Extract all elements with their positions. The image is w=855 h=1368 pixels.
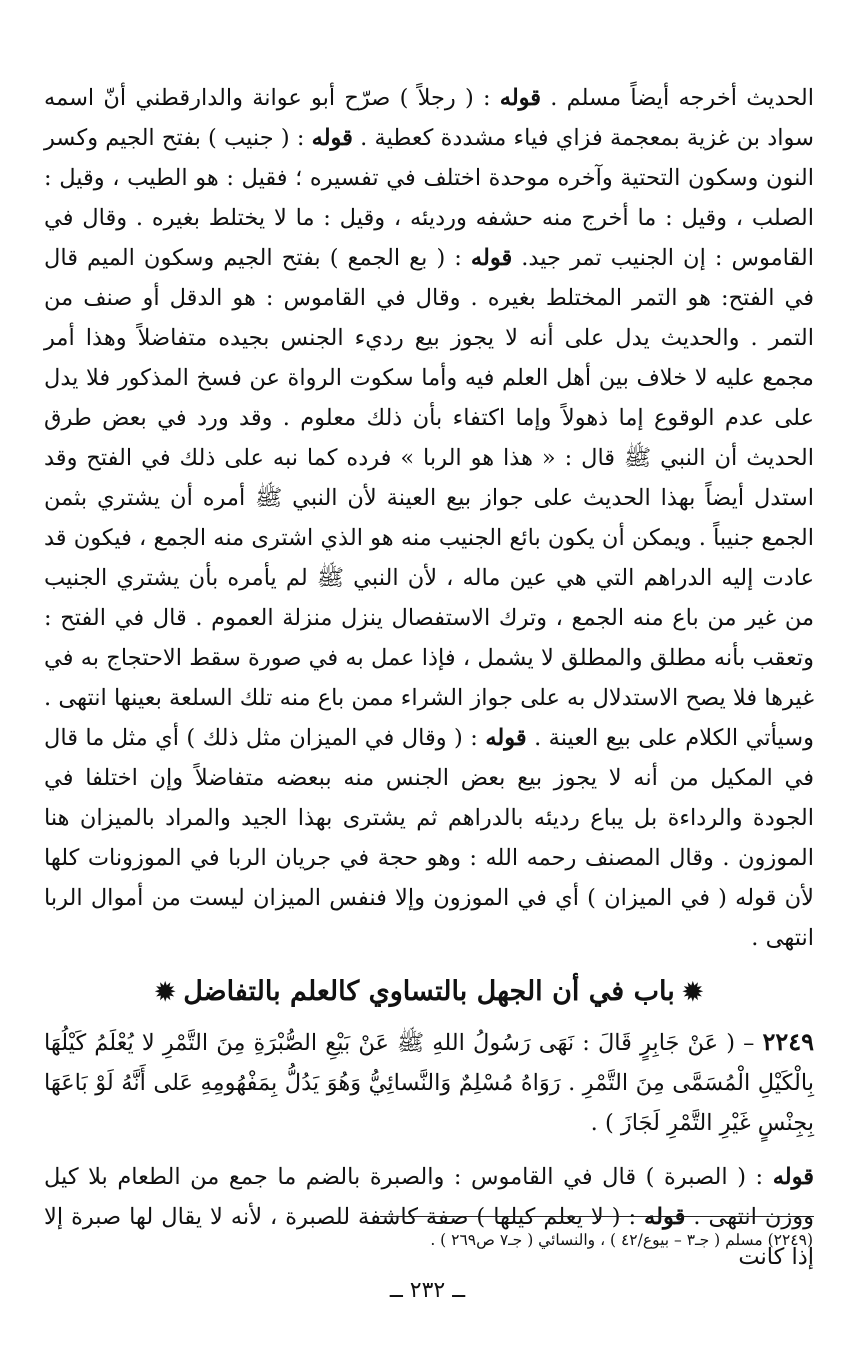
commentary-text: : ( وقال في الميزان مثل ذلك ) أي مثل ما قال في المكيل من أنه لا يجوز بيع بعض الجنس منه ببعضه متفاضلاً وإن اختلفا في الجودة والرداءة بل يباع رديئه بالدراهم ثم يشترى بهذا الجيد والمراد بالميزان هنا الموزون . وقال المصنف رحمه الله : وهو حجة في جريان الربا في الموزونات كلها لأن قوله ( في الميزان ) أي في الموزون وإلا فنفس الميزان ليست من أموال الربا انتهى . xyxy=(44,725,814,951)
hadith-number: ٢٢٤٩ xyxy=(762,1027,814,1056)
hadith-text: – ( عَنْ جَابِرٍ قَالَ : نَهَى رَسُولُ اللهِ ﷺ عَنْ بَيْعِ الصُّبْرَةِ مِنَ التَّمْرِ لا يُعْلَمُ كَيْلُهَا بِالْكَيْلِ الْمُسَمَّى مِنَ التَّمْرِ . رَوَاهُ مُسْلِمٌ وَالنَّسائِيُّ وَهُوَ يَدُلُّ بِمَفْهُومِهِ عَلى أَنَّهُ لَوْ بَاعَهَا بِجِنْسٍ غَيْرِ التَّمْرِ لَجَازَ ) . xyxy=(44,1030,814,1136)
page-number: ــ ٢٣٢ ــ xyxy=(389,1278,466,1303)
qawluhu-keyword: قوله xyxy=(311,125,353,151)
commentary-text: : ( جنيب ) بفتح الجيم وكسر النون وسكون التحتية وآخره موحدة اختلف في تفسيره ؛ فقيل : هو الطيب ، وقيل : الصلب ، وقيل : ما أخرج منه حشفه ورديئه ، وقيل : ما لا يختلط بغيره . وقال في القاموس : إن الجنيب تمر جيد. xyxy=(44,125,814,271)
hadith-paragraph xyxy=(44,1022,814,1143)
commentary-text: : ( الصبرة ) قال في القاموس : والصبرة بالضم ما جمع من الطعام بلا كيل ووزن انتهى . xyxy=(44,1164,815,1230)
qawluhu-keyword: قوله xyxy=(644,1204,686,1230)
chapter-title: باب في أن الجهل بالتساوي كالعلم بالتفاضل xyxy=(183,976,675,1007)
chapter-heading xyxy=(44,970,814,1014)
qawluhu-keyword: قوله xyxy=(485,725,527,751)
commentary-text: : ( رجلاً ) صرّح أبو عوانة والدارقطني أنّ اسمه سواد بن غزية بمعجمة فزاي فياء مشددة كعطية . xyxy=(44,85,814,151)
commentary-text: : ( بع الجمع ) بفتح الجيم وسكون الميم قال في الفتح: هو التمر المختلط بغيره . وقال في القاموس : هو الدقل أو صنف من التمر . والحديث يدل على أنه لا يجوز بيع رديء الجنس بجيده متفاضلاً وهذا أمر مجمع عليه لا خلاف بين أهل العلم فيه وأما سكوت الرواة عن فسخ المذكور فلا يدل على عدم الوقوع إما ذهولاً وإما اكتفاء بأن ذلك معلوم . وقد ورد في بعض طرق الحديث أن النبي ﷺ قال : « هذا هو الربا » فرده كما نبه على ذلك في الفتح وقد استدل أيضاً بهذا الحديث على جواز بيع العينة لأن النبي ﷺ أمره أن يشتري بثمن الجمع جنيباً . ويمكن أن يكون بائع الجنيب منه هو الذي اشترى منه الجمع ، فيكون قد عادت إليه الدراهم التي هي عين ماله ، لأن النبي ﷺ لم يأمره بأن يشتري الجنيب من غير من باع منه الجمع ، وترك الاستفصال ينزل منزلة العموم . قال في الفتح : وتعقب بأنه مطلق والمطلق لا يشمل ، فإذا عمل به في صورة سقط الاحتجاج به في غيرها فلا يصح الاستدلال به على جواز الشراء ممن باع منه تلك السلعة بعينها انتهى . وسيأتي الكلام على بيع العينة . xyxy=(44,245,815,751)
star-ornament-icon: ✹ xyxy=(682,977,703,1006)
qawluhu-keyword: قوله xyxy=(470,245,513,271)
footnote-divider xyxy=(380,1216,814,1217)
star-ornament-icon: ✹ xyxy=(155,977,176,1006)
qawluhu-keyword: قوله xyxy=(499,85,542,111)
footnote: (٢٢٤٩) مسلم ( جـ٣ – بيوع/٤٢ ) ، والنسائي ( جـ٧ ص٢٦٩ ) . xyxy=(430,1231,813,1249)
commentary-text: الحديث أخرجه أيضاً مسلم . xyxy=(541,85,814,111)
commentary-paragraph xyxy=(44,1157,814,1277)
qawluhu-keyword: قوله xyxy=(772,1164,814,1190)
commentary-paragraph xyxy=(44,78,814,958)
page-body xyxy=(44,78,814,1277)
commentary-text: : ( لا يعلم كيلها ) صفة كاشفة للصبرة ، لأنه لا يقال لها صبرة إلا إذا كانت xyxy=(44,1204,814,1270)
